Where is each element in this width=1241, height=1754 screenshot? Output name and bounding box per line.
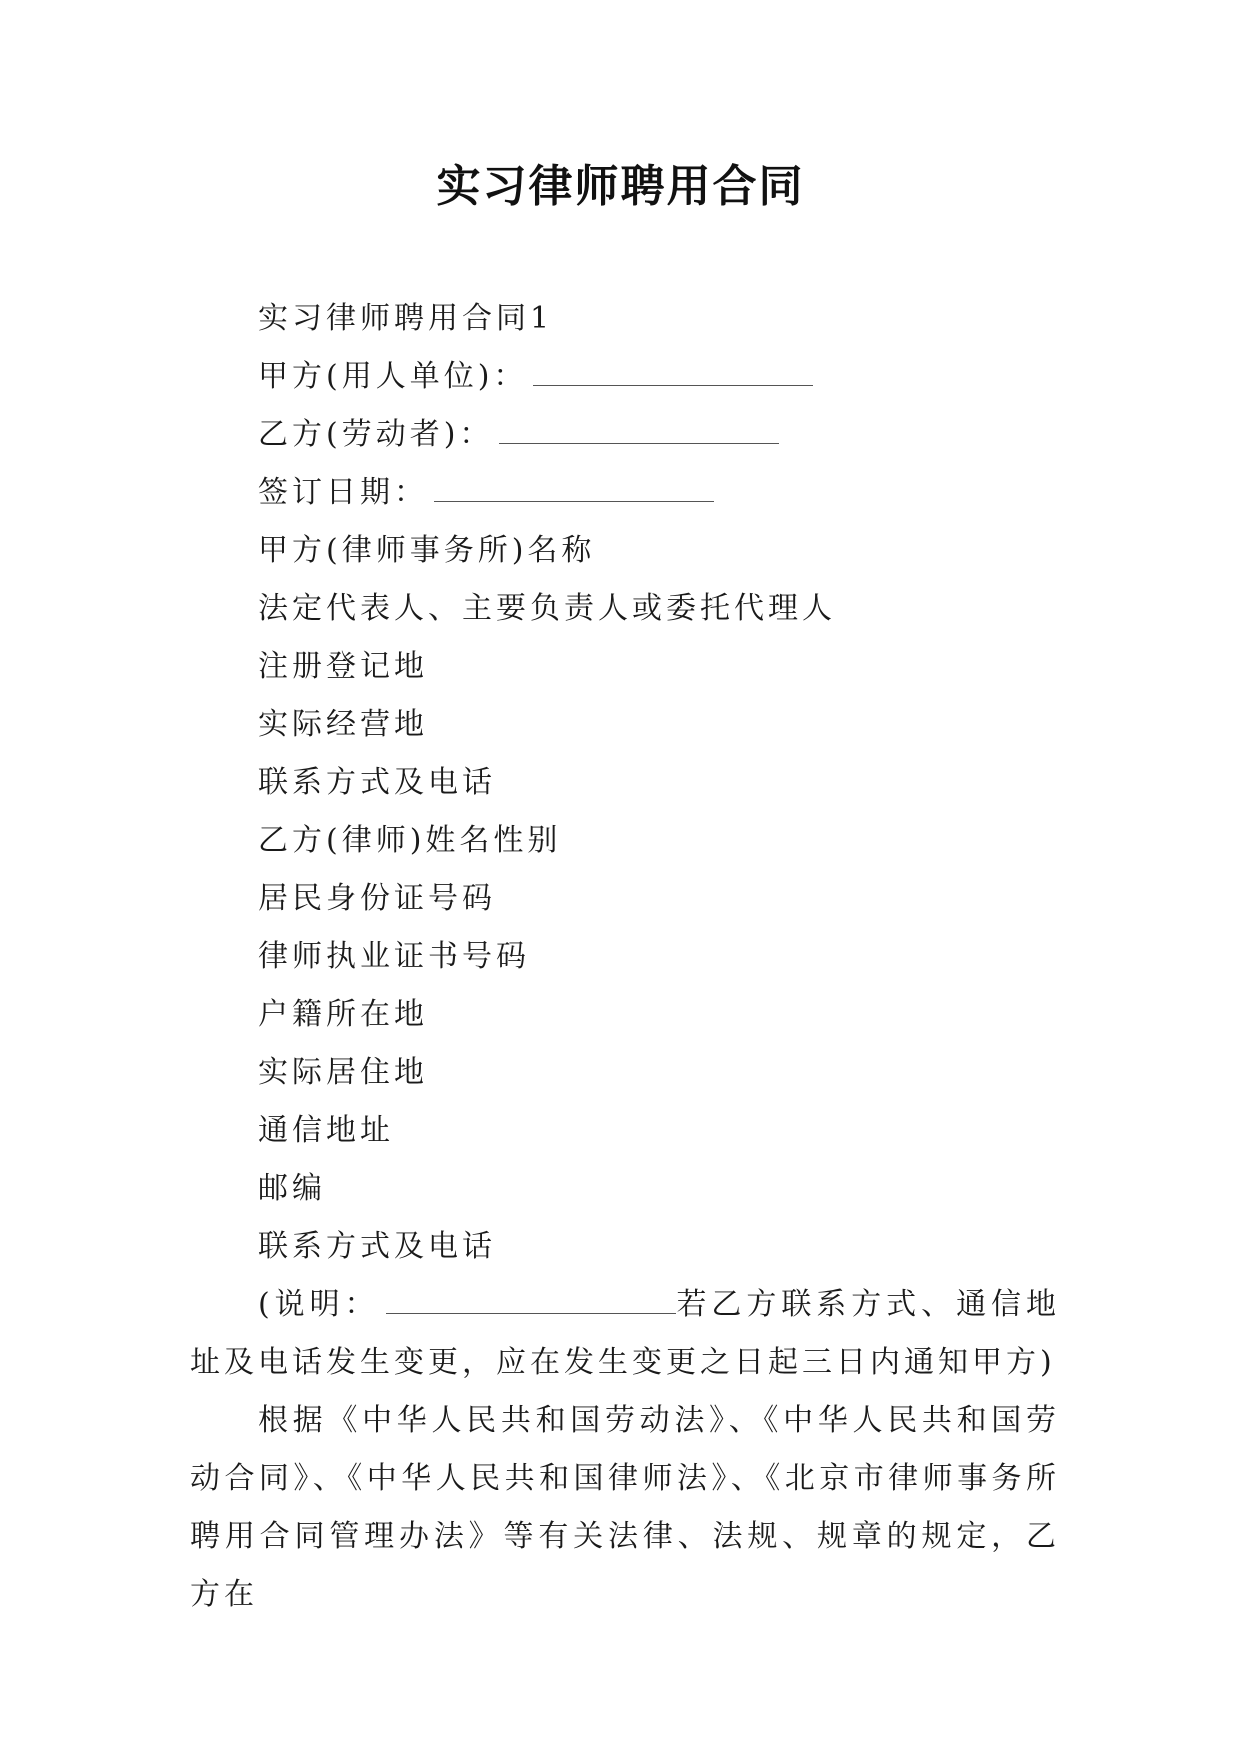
sign-date-label: 签订日期： — [258, 475, 428, 510]
document-title: 实习律师聘用合同 — [436, 161, 805, 212]
party-a-field — [190, 348, 1060, 406]
sign-date-field — [190, 464, 1060, 522]
biz-address-line: 实际经营地 — [258, 707, 428, 742]
contact-b-line: 联系方式及电话 — [258, 1229, 496, 1264]
party-b-blank[interactable] — [499, 413, 779, 444]
contact-a-line: 联系方式及电话 — [258, 765, 496, 800]
basis-paragraph: 根据《中华人民共和国劳动法》、《中华人民共和国劳动合同》、《中华人民共和国律师法》、《北京市律师事务所聘用合同管理办法》等有关法律、法规、规章的规定，乙方在 — [190, 1403, 1060, 1612]
residence-line: 实际居住地 — [258, 1055, 428, 1090]
party-a-name-line: 甲方(律师事务所)名称 — [258, 533, 596, 568]
party-a-label: 甲方(用人单位)： — [258, 359, 528, 394]
party-b-name-line: 乙方(律师)姓名性别 — [258, 823, 562, 858]
party-b-label: 乙方(劳动者)： — [258, 417, 494, 452]
mail-address-line: 通信地址 — [258, 1113, 394, 1148]
party-b-field — [190, 406, 1060, 464]
party-a-blank[interactable] — [533, 355, 813, 386]
id-number-line: 居民身份证号码 — [258, 881, 496, 916]
reg-address-line: 注册登记地 — [258, 649, 428, 684]
note-prefix: (说明： — [258, 1287, 380, 1322]
legal-rep-line: 法定代表人、主要负责人或委托代理人 — [258, 591, 836, 626]
contract-heading: 实习律师聘用合同1 — [258, 301, 554, 336]
household-line: 户籍所在地 — [258, 997, 428, 1032]
note-blank[interactable] — [386, 1283, 676, 1314]
sign-date-blank[interactable] — [434, 471, 714, 502]
postcode-line: 邮编 — [258, 1171, 326, 1206]
note-text: 若乙方联系方式、通信地址及电话发生变更，应在发生变更之日起三日内通知甲方) — [190, 1287, 1060, 1380]
document-body — [190, 290, 1060, 1624]
note-paragraph — [190, 1276, 1060, 1392]
license-number-line: 律师执业证书号码 — [258, 939, 530, 974]
